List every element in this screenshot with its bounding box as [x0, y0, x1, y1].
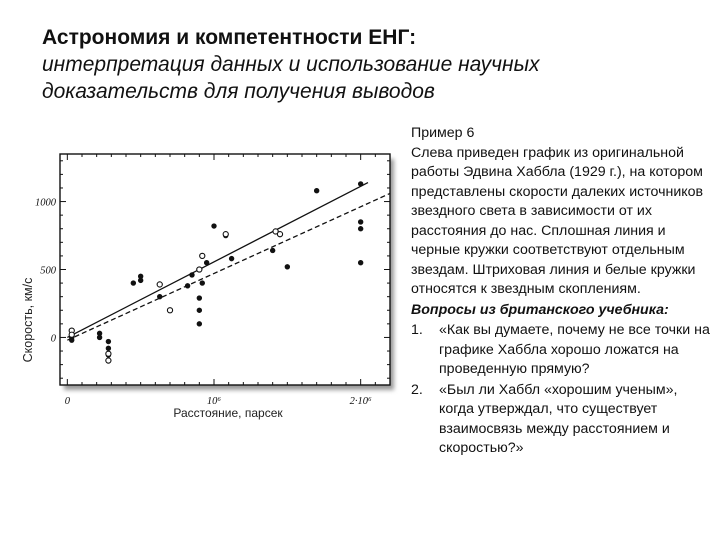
example-panel	[411, 124, 711, 460]
star-point	[270, 248, 275, 253]
star-point	[358, 181, 363, 186]
question-text: «Был ли Хаббл «хорошим ученым», когда утверждал, что существует взаимосвязь между расстоянием и скоростью?»	[439, 381, 678, 456]
cluster-point	[277, 232, 282, 237]
star-point	[106, 346, 111, 351]
star-point	[358, 226, 363, 231]
title-line-3: доказательств для получения выводов	[42, 80, 435, 103]
question-item	[411, 381, 711, 459]
y-tick-label: 1000	[35, 197, 56, 209]
star-point	[197, 321, 202, 326]
star-point	[197, 296, 202, 301]
star-point	[190, 273, 195, 278]
x-axis-label: Расстояние, парсек	[173, 406, 283, 420]
star-point	[138, 274, 143, 279]
cluster-point	[200, 253, 205, 258]
star-point	[157, 294, 162, 299]
y-axis-label: Скорость, км/с	[21, 277, 35, 363]
cluster-point	[157, 282, 162, 287]
question-number: 1.	[411, 322, 423, 338]
cluster-point	[197, 267, 202, 272]
x-tick-label: 0	[64, 396, 70, 407]
title-line-2: интерпретация данных и использование научных	[42, 53, 540, 76]
star-point	[285, 264, 290, 269]
title-line-1: Астрономия и компетентности ЕНГ:	[42, 26, 417, 49]
star-point	[185, 283, 190, 288]
question-item	[411, 321, 711, 380]
cluster-point	[167, 308, 172, 313]
cluster-point	[223, 232, 228, 237]
cluster-point	[106, 351, 111, 356]
star-point	[358, 220, 363, 225]
cluster-point	[106, 358, 111, 363]
star-point	[131, 281, 136, 286]
star-point	[69, 338, 74, 343]
question-number: 2.	[411, 381, 423, 398]
star-point	[204, 260, 209, 265]
example-text: Слева приведен график из оригинальной работы Эдвина Хаббла (1929 г.), на котором представлены скорости далеких источников звездного света в зависимости от их расстояния до нас. Сплошная линия и черные кружки соответствуют отдельным звездам. Штриховая линия и белые кружки относятся к звездным скоплениям.	[411, 144, 704, 297]
questions-list	[411, 321, 711, 459]
star-point	[314, 188, 319, 193]
example-heading: Пример 6	[411, 125, 475, 141]
question-text: «Как вы думаете, почему не все точки на графике Хаббла хорошо ложатся на проведенную прямую?	[439, 322, 710, 377]
y-tick-label: 500	[40, 265, 56, 277]
star-point	[212, 224, 217, 229]
hubble-chart	[10, 140, 400, 430]
slide-title	[42, 24, 702, 105]
star-point	[358, 260, 363, 265]
star-point	[97, 335, 102, 340]
x-tick-label: 2·10⁶	[349, 396, 372, 407]
star-point	[106, 339, 111, 344]
x-tick-label: 10⁶	[206, 396, 222, 407]
cluster-point	[69, 332, 74, 337]
y-tick-label: 0	[50, 333, 56, 345]
questions-title: Вопросы из британского учебника:	[411, 301, 669, 318]
star-point	[200, 281, 205, 286]
star-point	[229, 256, 234, 261]
star-point	[197, 308, 202, 313]
